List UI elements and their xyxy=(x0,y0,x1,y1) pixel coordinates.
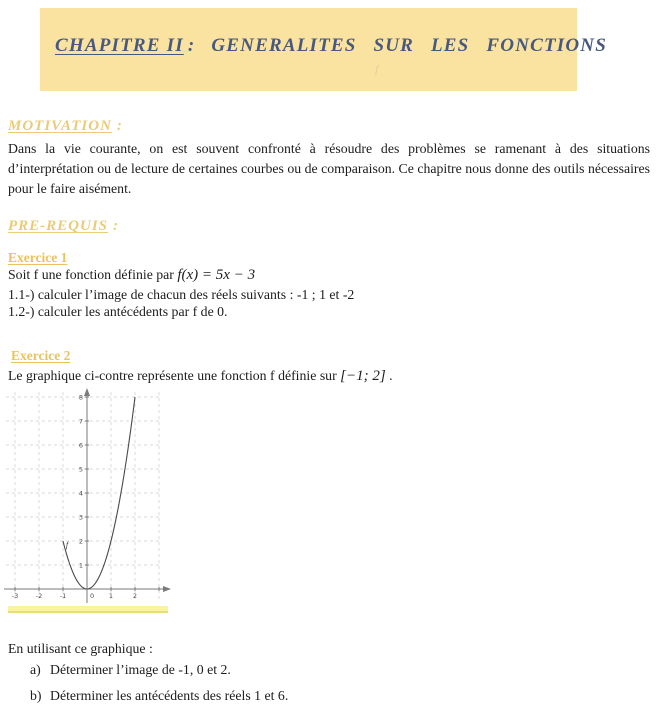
svg-text:0: 0 xyxy=(90,592,95,600)
motivation-paragraph: Dans la vie courante, on est souvent confronté à résoudre des problèmes se ramenant à des situations d’interprétation ou de lecture de certaines courbes ou de comparaison. Ce chapitre nous donne des outils nécessaires pour le faire aisément. xyxy=(8,141,650,196)
exercice2-intro xyxy=(8,367,393,385)
exercice1-item-1: 1.1-) calculer l’image de chacun des réels suivants : -1 ; 1 et -2 xyxy=(8,287,355,302)
svg-text:1: 1 xyxy=(108,592,114,600)
motivation-heading-text: MOTIVATION xyxy=(8,118,112,134)
exercice2-heading: Exercice 2 xyxy=(11,348,71,363)
svg-text:-1: -1 xyxy=(59,592,67,600)
faint-print-artifact: f xyxy=(375,62,379,76)
function-plot xyxy=(4,388,176,606)
motivation-colon: : xyxy=(116,118,123,134)
exercice1-item-2: 1.2-) calculer les antécédents par f de 0. xyxy=(8,304,228,319)
prerequis-heading xyxy=(8,218,119,235)
question-b-label: b) xyxy=(30,688,42,703)
svg-text:2: 2 xyxy=(132,592,138,600)
prerequis-heading-text: PRE-REQUIS xyxy=(8,218,109,234)
question-a xyxy=(30,661,231,678)
chapter-label: CHAPITRE II xyxy=(55,35,184,56)
prerequis-colon: : xyxy=(113,218,120,234)
question-b xyxy=(30,687,288,704)
graph-questions-intro: En utilisant ce graphique : xyxy=(8,641,153,656)
svg-text:-2: -2 xyxy=(35,592,43,600)
graph-figure xyxy=(4,388,176,606)
exercice1-intro-plain: Soit f une fonction définie par xyxy=(8,267,178,282)
exercice2-interval: [−1; 2] xyxy=(340,368,386,384)
chapter-banner xyxy=(40,8,607,91)
svg-text:6: 6 xyxy=(78,441,83,450)
exercice2-intro-plain: Le graphique ci-contre représente une fonction f définie sur xyxy=(8,368,341,383)
motivation-heading xyxy=(8,118,123,135)
yellow-highlight-bar xyxy=(8,606,168,613)
chapter-title xyxy=(55,35,607,57)
svg-text:5: 5 xyxy=(78,465,83,474)
exercice2-intro-end: . xyxy=(385,368,393,383)
question-b-text: Déterminer les antécédents des réels 1 et 6. xyxy=(50,688,289,703)
exercice1-intro xyxy=(8,266,255,284)
chapter-title-text: GENERALITES SUR LES FONCTIONS xyxy=(211,35,607,56)
svg-text:-3: -3 xyxy=(11,592,19,600)
svg-text:4: 4 xyxy=(78,489,83,498)
svg-text:2: 2 xyxy=(78,537,83,546)
question-a-label: a) xyxy=(30,662,41,677)
exercice1-heading: Exercice 1 xyxy=(8,250,68,265)
svg-text:7: 7 xyxy=(78,417,83,426)
svg-text:3: 3 xyxy=(78,513,83,522)
question-a-text: Déterminer l’image de -1, 0 et 2. xyxy=(50,662,231,677)
exercice1-formula: f(x) = 5x − 3 xyxy=(177,267,256,283)
chapter-colon: : xyxy=(187,35,196,56)
svg-text:f: f xyxy=(65,540,69,550)
svg-text:8: 8 xyxy=(78,393,83,402)
svg-text:1: 1 xyxy=(78,561,83,570)
